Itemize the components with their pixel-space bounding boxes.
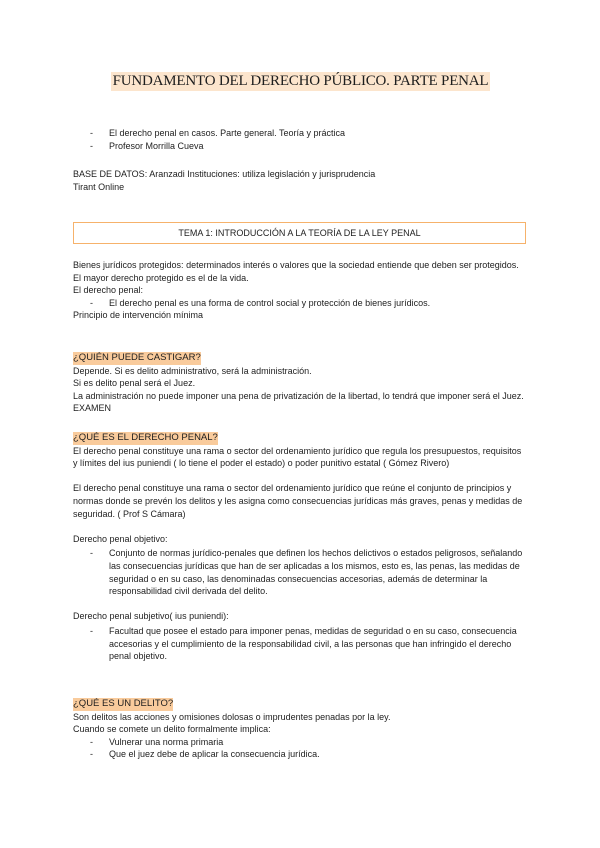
quien-paragraph: Si es delito penal será el Juez.: [73, 378, 196, 389]
tema-box: [73, 222, 526, 244]
subjetivo-bullet: - Facultad que posee el estado para imponer penas, medidas de seguridad o en su caso, consecuencia accesorias y el cumplimiento de la responsabilidad civil, a las personas que han infringido el derecho penal objetivo.: [73, 625, 528, 663]
tirant-line: Tirant Online: [73, 181, 125, 192]
bienes-paragraph: Principio de intervención mínima: [73, 310, 204, 321]
database-info: [73, 168, 528, 193]
definition-paragraph: El derecho penal constituye una rama o sector del ordenamiento jurídico que regula los presupuestos, requisitos y límites del ius puniendi ( lo tiene el poder el estado) o poder punitivo estatal ( Gómez Rivero): [73, 445, 522, 469]
subjetivo-label: Derecho penal subjetivo( ius puniendi):: [73, 611, 229, 622]
title-wrapper: [73, 72, 528, 91]
que-derecho-heading: ¿QUÉ ES EL DERECHO PENAL?: [73, 432, 218, 443]
delito-bullet: - Que el juez debe de aplicar la consecuencia jurídica.: [73, 748, 528, 761]
que-derecho-section: [73, 431, 528, 663]
quien-heading: ¿QUIÉN PUEDE CASTIGAR?: [73, 352, 201, 363]
database-line: BASE DE DATOS: Aranzadi Instituciones: utiliza legislación y jurisprudencia: [73, 169, 376, 179]
bienes-paragraph: El derecho penal:: [73, 285, 144, 296]
intro-bullet: - Profesor Morrilla Cueva: [73, 140, 528, 153]
quien-paragraph: Depende. Si es delito administrativo, será la administración.: [73, 365, 312, 376]
quien-section: [73, 351, 528, 415]
objetivo-bullet: - Conjunto de normas jurídico-penales que definen los hechos delictivos o estados peligrosos, señalando las consecuencias jurídicas que han de ser aplicadas a los mismos, esto es, las penas, las medidas de seguridad o en su caso, las denominadas consecuencias accesorias, además de determinar la responsabilidad civil derivada del delito.: [73, 547, 528, 597]
bienes-paragraph: Bienes jurídicos protegidos: determinados interés o valores que la sociedad entiende que deben ser protegidos.: [73, 260, 519, 270]
tema-title: TEMA 1: INTRODUCCIÓN A LA TEORÍA DE LA LEY PENAL: [178, 228, 421, 238]
bienes-paragraph: El mayor derecho protegido es el de la vida.: [73, 272, 249, 283]
definition-paragraph: El derecho penal constituye una rama o sector del ordenamiento jurídico que reúne el conjunto de principios y normas donde se prevén los delitos y les asigna como consecuencias jurídicas más graves, penas y medidas de seguridad. ( Prof S Cámara): [73, 483, 523, 519]
bienes-bullet: - El derecho penal es una forma de control social y protección de bienes jurídicos.: [73, 297, 528, 310]
bienes-section: [73, 259, 528, 322]
quien-paragraph: La administración no puede imponer una pena de privatización de la libertad, lo tendrá que imponer será el Juez. EXAMEN: [73, 390, 524, 414]
objetivo-label: Derecho penal objetivo:: [73, 533, 168, 544]
delito-heading: ¿QUÉ ES UN DELITO?: [73, 698, 174, 709]
intro-bullet: - El derecho penal en casos. Parte general. Teoría y práctica: [73, 127, 528, 140]
delito-section: [73, 697, 528, 761]
delito-paragraph: Cuando se comete un delito formalmente implica:: [73, 724, 271, 735]
delito-paragraph: Son delitos las acciones y omisiones dolosas o imprudentes penadas por la ley.: [73, 711, 391, 722]
document-title: FUNDAMENTO DEL DERECHO PÚBLICO. PARTE PENAL: [112, 73, 489, 89]
intro-bullet-list: [73, 127, 528, 152]
delito-bullet: - Vulnerar una norma primaria: [73, 736, 528, 749]
